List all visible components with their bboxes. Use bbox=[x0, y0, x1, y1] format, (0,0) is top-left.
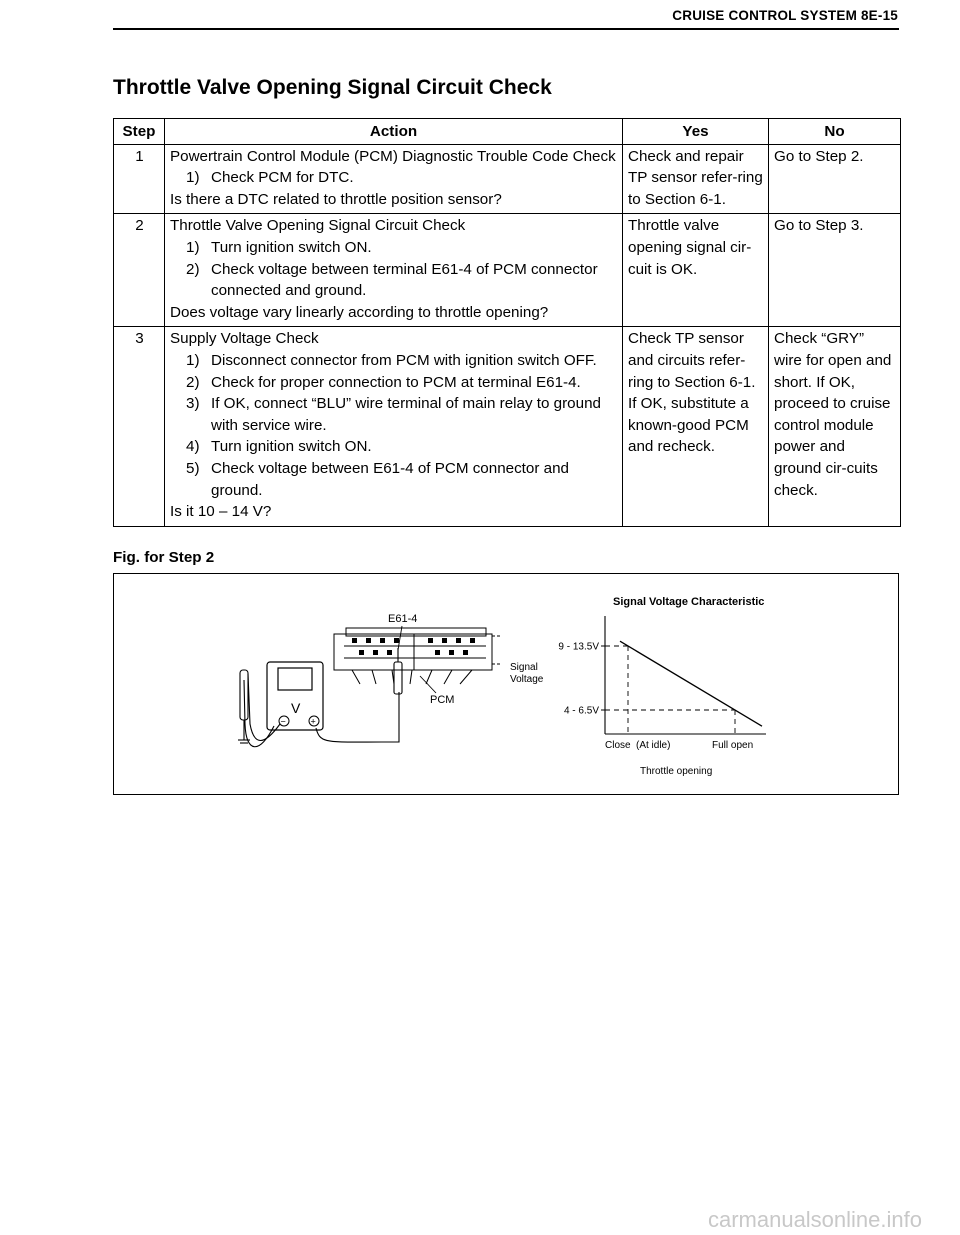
yes-cell: Throttle valve opening signal cir-cuit is OK. bbox=[623, 214, 769, 327]
substep bbox=[170, 436, 618, 458]
action-cell bbox=[165, 144, 623, 214]
y-tick-label: 9 - 13.5V bbox=[558, 641, 599, 653]
header-step: Step bbox=[114, 119, 165, 145]
no-cell: Go to Step 2. bbox=[769, 144, 901, 214]
terminal-label: E61-4 bbox=[388, 613, 418, 625]
step-number: 1 bbox=[114, 144, 165, 214]
substep-text: Turn ignition switch ON. bbox=[211, 238, 372, 256]
step-number: 3 bbox=[114, 327, 165, 526]
x-tick-label: Full open bbox=[712, 740, 754, 751]
y-tick-label: 4 - 6.5V bbox=[563, 705, 599, 717]
substep bbox=[170, 458, 618, 501]
substep-text: Turn ignition switch ON. bbox=[211, 438, 372, 456]
step-title: Supply Voltage Check bbox=[170, 330, 319, 348]
substep-number: 1) bbox=[186, 238, 200, 256]
substep bbox=[170, 372, 618, 394]
no-cell: Check “GRY” wire for open and short. If OK, proceed to cruise control module power and ground cir-cuits check. bbox=[769, 327, 901, 526]
signal-voltage-line bbox=[620, 641, 762, 726]
substep-number: 5) bbox=[186, 459, 200, 477]
substep bbox=[170, 393, 618, 436]
table-row bbox=[114, 144, 901, 214]
substep-number: 1) bbox=[186, 351, 200, 369]
table-row bbox=[114, 214, 901, 327]
section-title: Throttle Valve Opening Signal Circuit Check bbox=[113, 76, 552, 99]
substep-number: 4) bbox=[186, 438, 200, 456]
substep bbox=[170, 350, 618, 372]
plus-terminal-label: + bbox=[310, 716, 316, 727]
figure-caption: Fig. for Step 2 bbox=[113, 549, 215, 566]
figure-frame bbox=[113, 573, 899, 795]
x-axis-label: Throttle opening bbox=[640, 766, 713, 777]
substep-number: 3) bbox=[186, 395, 200, 413]
table-header-row bbox=[114, 119, 901, 145]
substep-text: Check voltage between E61-4 of PCM connector and ground. bbox=[211, 459, 569, 499]
meter-v-symbol: V bbox=[291, 700, 301, 716]
watermark: carmanualsonline.info bbox=[707, 1207, 922, 1232]
step-title: Throttle Valve Opening Signal Circuit Check bbox=[170, 217, 466, 235]
substep-text: Check voltage between terminal E61-4 of PCM connector connected and ground. bbox=[211, 260, 598, 300]
substep-text: If OK, connect “BLU” wire terminal of main relay to ground with service wire. bbox=[211, 395, 601, 434]
header-action: Action bbox=[165, 119, 623, 145]
yes-cell: Check TP sensor and circuits refer-ring to Section 6-1. If OK, substitute a known-good PCM and recheck. bbox=[623, 327, 769, 526]
substep-text: Check PCM for DTC. bbox=[211, 169, 354, 187]
action-cell bbox=[165, 214, 623, 327]
action-cell bbox=[165, 327, 623, 526]
pcm-connector bbox=[334, 628, 492, 684]
chart-title: Signal Voltage Characteristic bbox=[613, 596, 765, 608]
x-tick-label: (At idle) bbox=[636, 740, 671, 751]
figure-illustration bbox=[114, 574, 900, 796]
substep-text: Check for proper connection to PCM at terminal E61-4. bbox=[211, 373, 581, 391]
header-rule bbox=[113, 28, 899, 30]
step-question: Is there a DTC related to throttle position sensor? bbox=[170, 190, 502, 208]
yes-cell: Check and repair TP sensor refer-ring to Section 6-1. bbox=[623, 144, 769, 214]
substep bbox=[170, 237, 618, 259]
y-axis-label-line2: Voltage bbox=[510, 674, 544, 685]
back-probe bbox=[394, 648, 402, 694]
header-yes: Yes bbox=[623, 119, 769, 145]
signal-voltage-chart bbox=[558, 616, 766, 751]
step-title: Powertrain Control Module (PCM) Diagnostic Trouble Code Check bbox=[170, 147, 616, 165]
minus-terminal-label: − bbox=[280, 716, 286, 727]
table-row bbox=[114, 327, 901, 526]
substep-number: 1) bbox=[186, 169, 200, 187]
running-head: CRUISE CONTROL SYSTEM 8E-15 bbox=[672, 8, 898, 23]
substep bbox=[170, 259, 618, 302]
x-tick-label: Close bbox=[605, 740, 631, 751]
step-number: 2 bbox=[114, 214, 165, 327]
no-cell: Go to Step 3. bbox=[769, 214, 901, 327]
header-no: No bbox=[769, 119, 901, 145]
substep-number: 2) bbox=[186, 260, 200, 278]
pcm-connector-extension bbox=[492, 636, 502, 664]
substep bbox=[170, 167, 618, 189]
step-question: Is it 10 – 14 V? bbox=[170, 503, 272, 521]
step-question: Does voltage vary linearly according to throttle opening? bbox=[170, 303, 549, 321]
pcm-label: PCM bbox=[430, 694, 455, 706]
substep-text: Disconnect connector from PCM with ignition switch OFF. bbox=[211, 351, 597, 369]
diagnostic-table bbox=[113, 118, 901, 527]
y-axis-label-line1: Signal bbox=[510, 662, 538, 673]
substep-number: 2) bbox=[186, 373, 200, 391]
